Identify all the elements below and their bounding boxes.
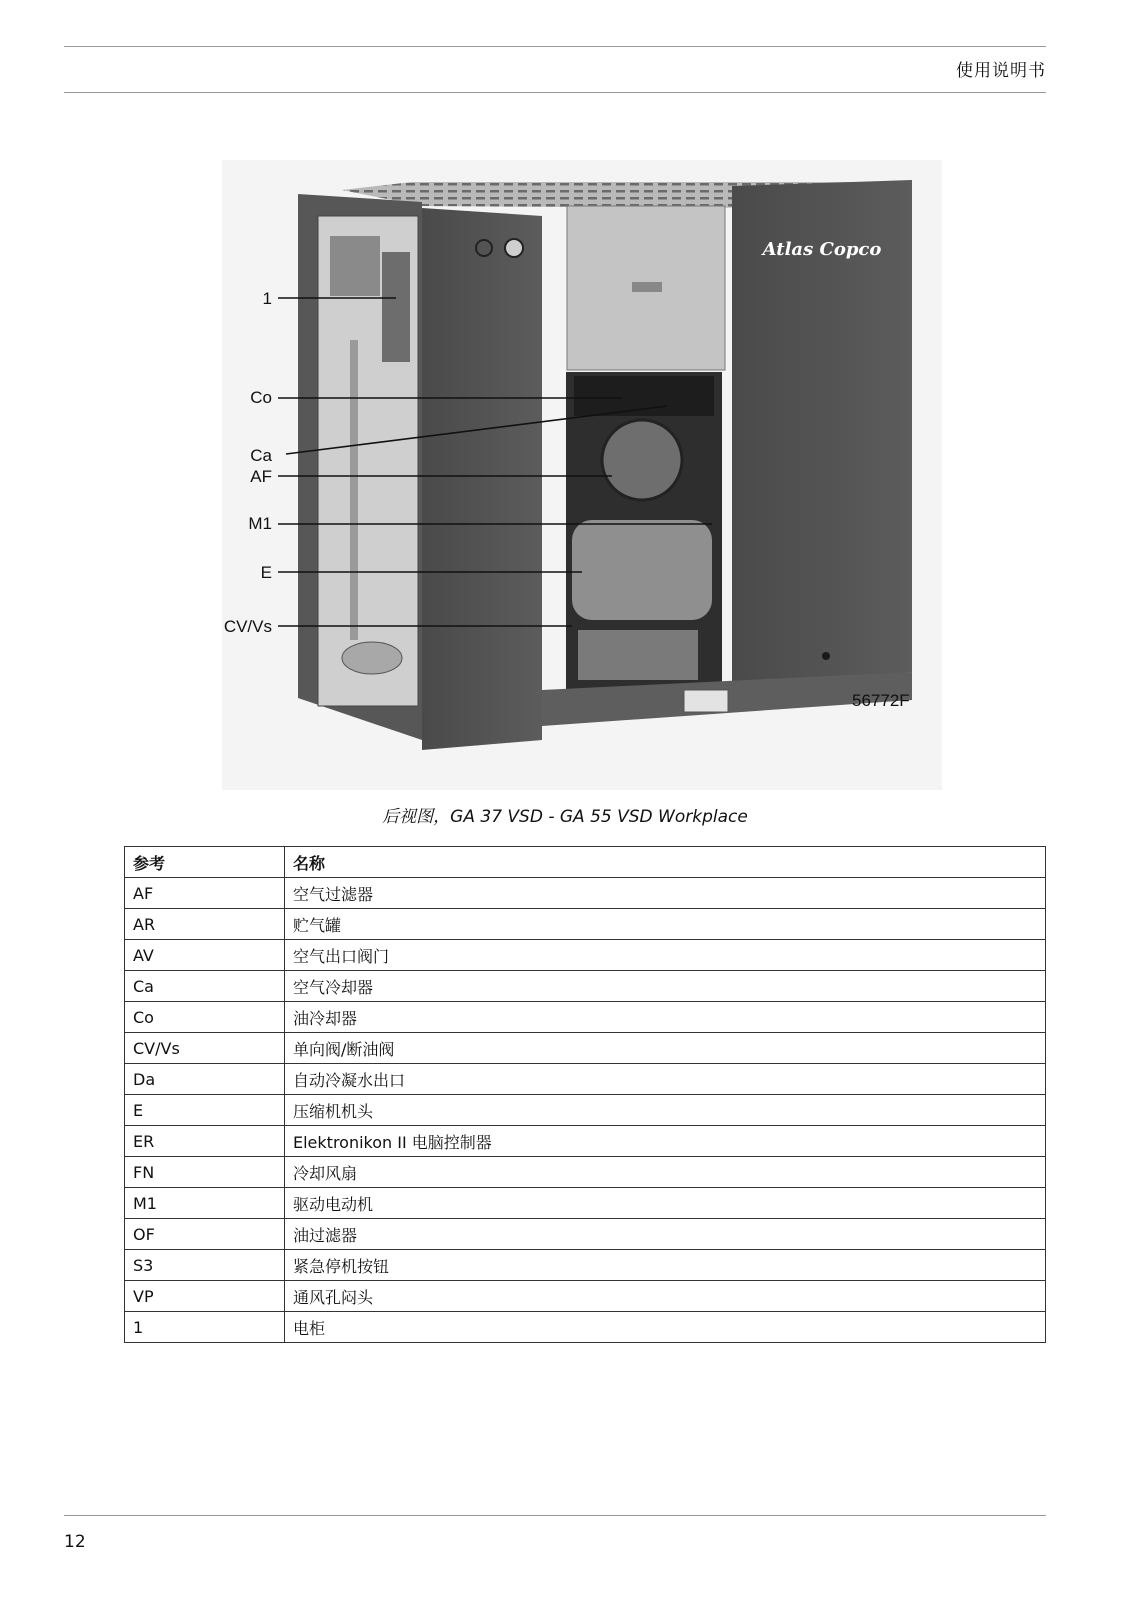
header-bottom-rule (64, 92, 1046, 93)
row-name: 空气过滤器 (285, 878, 1046, 909)
table-row (125, 1064, 1046, 1095)
page-number: 12 (64, 1532, 86, 1552)
table-row (125, 1281, 1046, 1312)
row-ref: AV (125, 940, 285, 971)
callout-co: Co (250, 388, 272, 407)
row-ref: VP (125, 1281, 285, 1312)
table-row (125, 1312, 1046, 1343)
row-name: 电柜 (285, 1312, 1046, 1343)
row-ref: ER (125, 1126, 285, 1157)
row-ref: E (125, 1095, 285, 1126)
coolers (574, 376, 714, 416)
air-filter (602, 420, 682, 500)
row-ref: FN (125, 1157, 285, 1188)
footer-rule (64, 1515, 1046, 1516)
row-name: 冷却风扇 (285, 1157, 1046, 1188)
callout-e: E (260, 563, 272, 582)
row-name: 驱动电动机 (285, 1188, 1046, 1219)
row-ref: M1 (125, 1188, 285, 1219)
table-row (125, 909, 1046, 940)
table-row (125, 1188, 1046, 1219)
callout-m1: M1 (248, 514, 272, 533)
row-name: 贮气罐 (285, 909, 1046, 940)
cabinet-door (422, 208, 542, 750)
row-ref: CV/Vs (125, 1033, 285, 1064)
panel-lock (822, 652, 830, 660)
callout-ca: Ca (250, 446, 272, 465)
table-row (125, 878, 1046, 909)
door-port-2 (505, 239, 523, 257)
cabinet-controller (330, 236, 380, 296)
compressor-figure (222, 160, 942, 790)
figure-caption: 后视图，GA 37 VSD - GA 55 VSD Workplace (382, 807, 748, 827)
callout-af: AF (250, 467, 272, 486)
row-ref: AF (125, 878, 285, 909)
valves (578, 630, 698, 680)
row-name: 空气冷却器 (285, 971, 1046, 1002)
header-name: 名称 (285, 847, 1046, 878)
row-name: 空气出口阀门 (285, 940, 1046, 971)
table-row (125, 1126, 1046, 1157)
table-row (125, 1002, 1046, 1033)
cabinet-cables (342, 642, 402, 674)
table-row (125, 1157, 1046, 1188)
row-name: 油冷却器 (285, 1002, 1046, 1033)
row-ref: OF (125, 1219, 285, 1250)
row-ref: 1 (125, 1312, 285, 1343)
table-row (125, 1250, 1046, 1281)
base-plate (684, 690, 728, 712)
callout-cv-vs: CV/Vs (223, 617, 272, 636)
motor-and-element (572, 520, 712, 620)
header-title: 使用说明书 (956, 61, 1046, 81)
row-ref: Ca (125, 971, 285, 1002)
legend-table (124, 846, 1046, 1343)
table-row (125, 940, 1046, 971)
cabinet-rail (350, 340, 358, 640)
header-top-rule (64, 46, 1046, 47)
callout-1: 1 (262, 289, 272, 308)
header-ref: 参考 (125, 847, 285, 878)
row-ref: Da (125, 1064, 285, 1095)
image-code: 56772F (852, 691, 910, 710)
row-ref: Co (125, 1002, 285, 1033)
table-header-row (125, 847, 1046, 878)
row-ref: AR (125, 909, 285, 940)
cabinet-wiring (382, 252, 410, 362)
warning-labels (632, 282, 662, 292)
table-row (125, 1095, 1046, 1126)
brand-logo: Atlas Copco (762, 239, 882, 260)
table-row (125, 1033, 1046, 1064)
row-name: 自动冷凝水出口 (285, 1064, 1046, 1095)
table-row (125, 971, 1046, 1002)
row-name: 压缩机机头 (285, 1095, 1046, 1126)
row-name: Elektronikon II 电脑控制器 (285, 1126, 1046, 1157)
row-name: 油过滤器 (285, 1219, 1046, 1250)
table-body (125, 878, 1046, 1343)
row-name: 紧急停机按钮 (285, 1250, 1046, 1281)
row-name: 通风孔闷头 (285, 1281, 1046, 1312)
row-name: 单向阀/断油阀 (285, 1033, 1046, 1064)
row-ref: S3 (125, 1250, 285, 1281)
table-row (125, 1219, 1046, 1250)
